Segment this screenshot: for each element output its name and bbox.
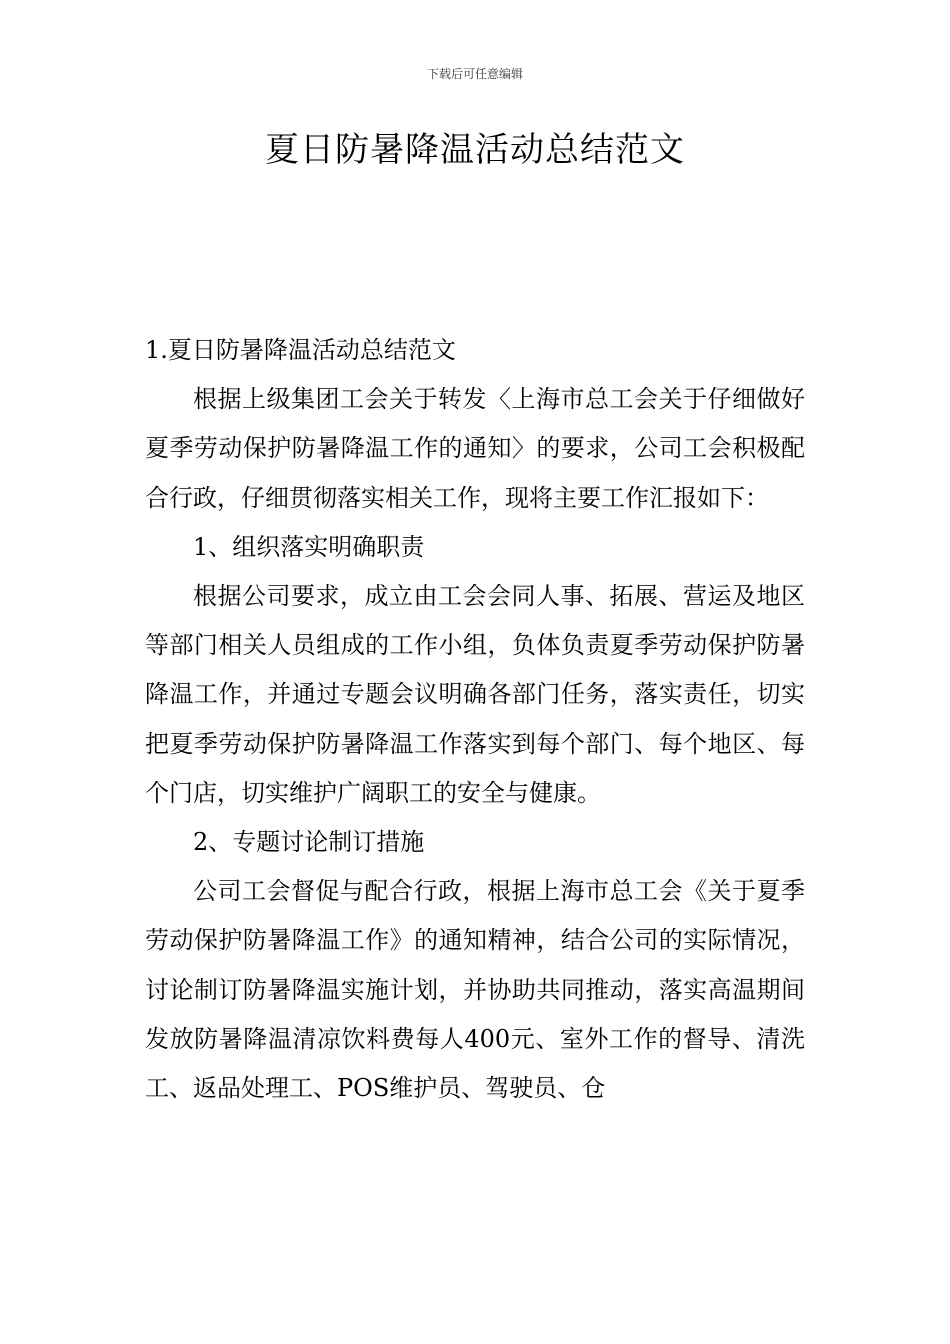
section-heading: 1.夏日防暑降温活动总结范文 bbox=[145, 336, 456, 364]
paragraph-intro: 根据上级集团工会关于转发〈上海市总工会关于仔细做好夏季劳动保护防暑降温工作的通知〉的要求，公司工会积极配合行政，仔细贯彻落实相关工作，现将主要工作汇报如下： bbox=[145, 385, 805, 512]
subheading-responsibilities: 1、组织落实明确职责 bbox=[193, 532, 425, 561]
document-title: 夏日防暑降温活动总结范文 bbox=[265, 130, 685, 170]
header-note: 下载后可任意编辑 bbox=[426, 67, 523, 81]
paragraph-measures: 公司工会督促与配合行政，根据上海市总工会《关于夏季劳动保护防暑降温工作》的通知精神，结合公司的实际情况，讨论制订防暑降温实施计划，并协助共同推动，落实高温期间发放防暑降温清凉饮料费每人400元、室外工作的督导、清洗工、返品处理工、POS维护员、驾驶员、仓 bbox=[145, 877, 805, 1103]
paragraph-responsibilities: 根据公司要求，成立由工会会同人事、拓展、营运及地区等部门相关人员组成的工作小组，负体负责夏季劳动保护防暑降温工作，并通过专题会议明确各部门任务，落实责任，切实把夏季劳动保护防暑降温工作落实到每个部门、每个地区、每个门店，切实维护广阔职工的安全与健康。 bbox=[145, 582, 805, 807]
document-body bbox=[145, 326, 805, 1113]
subheading-measures: 2、专题讨论制订措施 bbox=[193, 828, 425, 857]
